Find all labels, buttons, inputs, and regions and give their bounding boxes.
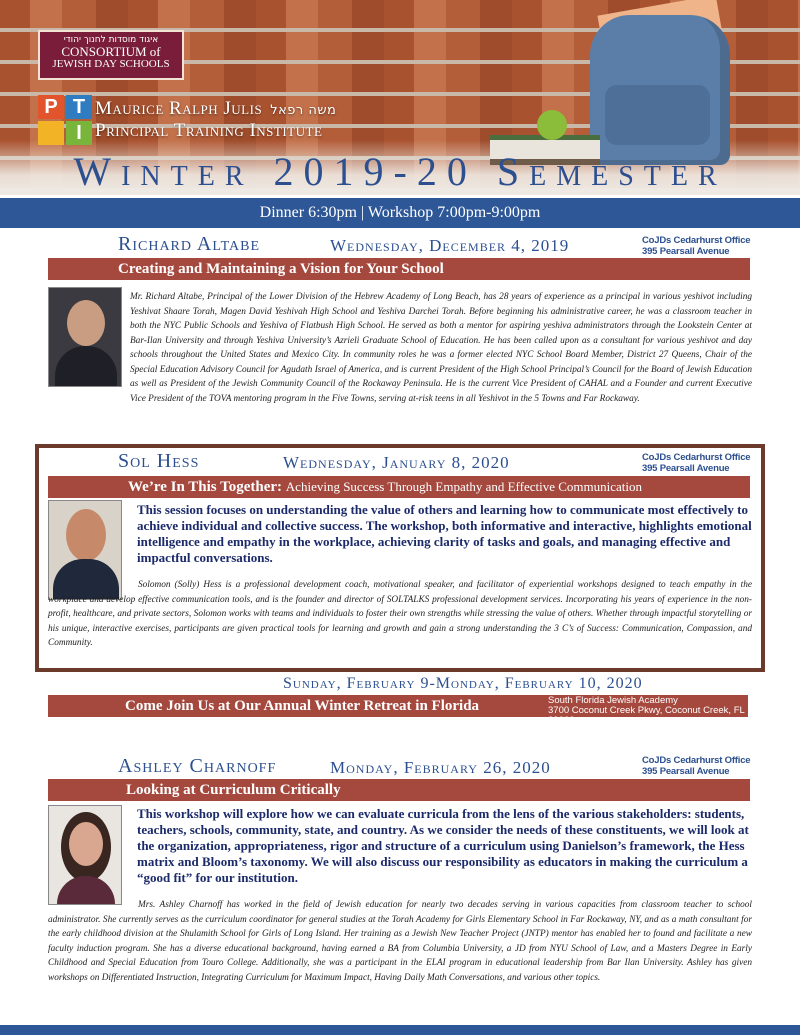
backpack-pocket (605, 85, 710, 145)
session-date: Wednesday, January 8, 2020 (283, 453, 510, 472)
session-title-bar (48, 258, 750, 280)
location-line2: 395 Pearsall Avenue (642, 246, 730, 257)
session-title-bar (48, 779, 750, 801)
presenter-bio: Mr. Richard Altabe, Principal of the Lower Division of the Hebrew Academy of Long Beach, has 28 years of experience as a principal in various yeshivot including Yeshivat Shaare Torah, Magen David Yeshivah High School and Yeshiva Darchei Torah. Before beginning his administrative career, he was a classroom teacher in both the NYC Public Schools and Yeshiva of Flatbush High School. He served as both a mentor for aspiring yeshiva administrators through the Lookstein Center at Bar-Ilan University and through Yeshiva University’s Azrieli Graduate School of Education. He has been called upon as a consultant for various yeshivot and day schools throughout the United States and Mexico City. In community roles he was a former elected NYC School Board Member, District 27 Queens, Chair of the Special Education Advisory Council for Agudath Israel of America, and is current President of the High School Principal’s Council for the Board of Jewish Education as well as President of the Jewish Community Council of the Rockaway Peninsula. He is the current Vice President of CAHAL and a Founder and current Executive Vice President of the TOVA mentoring program in the Five Towns, serving at-risk teens in all Yeshivot in the 5 Towns and Far Rockaway. (130, 292, 752, 404)
presenter-name: Ashley Charnoff (118, 755, 277, 777)
apple-illustration (537, 110, 567, 140)
photo-face (67, 300, 105, 346)
location-line2: 395 Pearsall Avenue (642, 463, 730, 474)
institute-line2: Principal Training Institute (95, 120, 323, 141)
retreat-date: Sunday, February 9-Monday, February 10, 2020 (283, 675, 643, 692)
consortium-logo (38, 30, 184, 80)
pti-letter-t: T (66, 95, 92, 119)
semester-title: Winter 2019-20 Semester (73, 149, 727, 194)
session-location (642, 452, 750, 474)
location-line1: CoJDs Cedarhurst Office (642, 452, 751, 463)
presenter-name: Richard Altabe (118, 233, 261, 255)
session-title: We’re In This Together: (128, 479, 283, 495)
location-line1: CoJDs Cedarhurst Office (642, 755, 751, 766)
photo-suit (55, 346, 117, 386)
pti-leaf-icon (38, 121, 64, 145)
session-subtitle: Achieving Success Through Empathy and Effective Communication (285, 479, 643, 494)
presenter-photo (48, 805, 122, 905)
presenter-bio: Mrs. Ashley Charnoff has worked in the field of Jewish education for nearly two decades serving in various capacities from classroom teacher to school administrator. She currently serves as the curriculum coordinator for general studies at the Torah Academy for Girls Elementary School in Far Rockaway, NY, and as a math consultant for the early childhood division at the Shulamith School for Girls of Long Island. Her training as a Jewish New Teacher Project (JNTP) mentor has enabled her to found and facilitate a new faculty induction program. She has a diverse educational background, having earned a BA from Columbia University, a JD from NYU School of Law, and a Masters Degree in Early Childhood and Special Education from Touro College. Additionally, she was a participant in the ELAI program in educational leadership from Bar Ilan University. Ashley has given workshops on Differentiated Instruction, Integrating Curriculum for Maximum Impact, Having Daily Math Conversations, and various other topics. (48, 900, 752, 983)
presenter-name: Sol Hess (118, 450, 200, 472)
session-description: This session focuses on understanding the value of others and learning how to communicate most effectively to achieve individual and collective success. The workshop, both informative and interactive, highlights emotional intelligence and empathy in the workplace, achieving clarity of tasks and goals, and managing effective and impactful conversations. (137, 502, 752, 565)
presenter-photo (48, 287, 122, 387)
retreat-bar (48, 695, 748, 726)
photo-face (69, 822, 103, 866)
location-line1: CoJDs Cedarhurst Office (642, 235, 751, 246)
session-date: Wednesday, December 4, 2019 (330, 236, 570, 255)
session-location (642, 235, 750, 257)
session-date: Monday, February 26, 2020 (330, 758, 551, 777)
location-line2: 395 Pearsall Avenue (642, 766, 730, 777)
session-title: Looking at Curriculum Critically (126, 782, 341, 798)
schedule-bar: Dinner 6:30pm | Workshop 7:00pm-9:00pm (0, 198, 800, 228)
header-banner (0, 0, 800, 195)
pti-logo (38, 95, 98, 147)
retreat-title: Come Join Us at Our Annual Winter Retreat in Florida (125, 698, 480, 714)
retreat-location-line1: South Florida Jewish Academy (548, 695, 678, 706)
footer-bar (0, 1025, 800, 1035)
consortium-hebrew: איגוד מוסדות לחנוך יהודי (63, 35, 159, 45)
session-title-bar (48, 476, 750, 498)
pti-letter-i: I (66, 121, 92, 145)
photo-face (66, 509, 106, 561)
consortium-line2: JEWISH DAY SCHOOLS (52, 58, 170, 70)
retreat-location-line2: 3700 Coconut Creek Pkwy, Coconut Creek, FL 33066 (548, 705, 745, 726)
presenter-bio: Solomon (Solly) Hess is a professional development coach, motivational speaker, and facilitator of experiential workshops designed to teach empathy in the workplace and develop effective communication tools, and is the founder and director of SOLTALKS professional development services. Incorporating his years of experience in the non-profit, healthcare, and private sectors, Solomon works with teams and individuals to foster their own strengths while stressing the value of others. Whether through impactful storytelling or his unique, interactive exercises, participants are given practical tools for learning and growth and gain a strong understanding the 3 C’s of Success: Communication, Compassion, and Community. (48, 580, 752, 648)
pti-letter-p: P (38, 95, 64, 119)
consortium-line1: CONSORTIUM of (61, 44, 161, 59)
institute-title (95, 98, 336, 142)
session-location (642, 755, 750, 777)
institute-hebrew: משה רפאל (270, 103, 337, 118)
session-description: This workshop will explore how we can evaluate curricula from the lens of the various stakeholders: students, teachers, schools, community, state, and country. As we consider the needs of these constituents, we will look at the organization, appropriateness, rigor and structure of a curriculum using Danielson’s framework, the Hess matrix and Bloom’s taxonomy. We will also discuss our responsibility as educators in making the curriculum a “good fit” for our institution. (137, 806, 749, 885)
retreat-location (548, 695, 748, 726)
session-title: Creating and Maintaining a Vision for Your School (118, 261, 444, 277)
institute-line1: Maurice Ralph Julis (95, 98, 263, 119)
